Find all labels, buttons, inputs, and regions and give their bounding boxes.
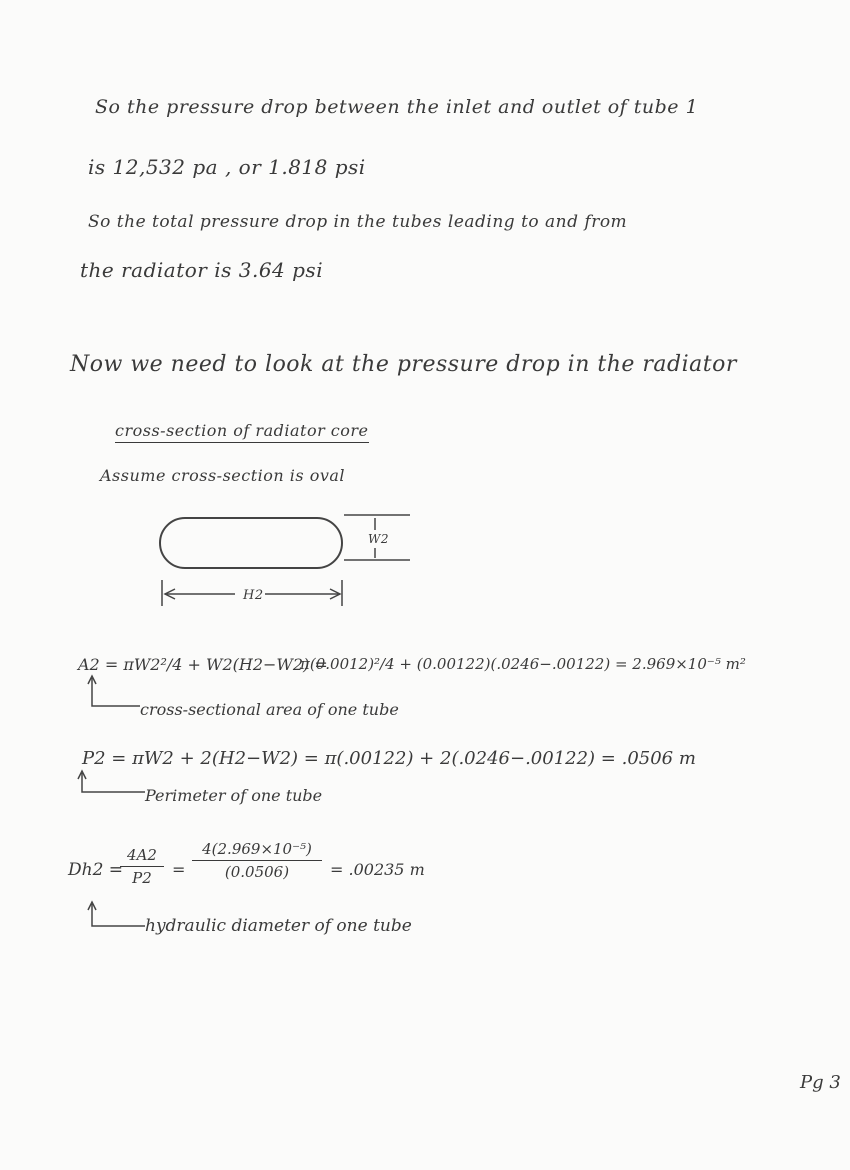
area-equation-rhs: π(0.0012)²/4 + (0.00122)(.0246−.00122) = 2.969×10⁻⁵ m² bbox=[300, 655, 746, 673]
assumption-text: Assume cross-section is oval bbox=[100, 466, 346, 485]
fraction-1-numerator: 4A2 bbox=[127, 846, 157, 864]
fraction-1-denominator: P2 bbox=[132, 869, 152, 887]
text-line-5: Now we need to look at the pressure drop in the radiator bbox=[70, 352, 737, 377]
diameter-result: = .00235 m bbox=[330, 860, 425, 879]
height-label: H2 bbox=[243, 588, 264, 603]
equals-sign: = bbox=[172, 860, 186, 879]
diameter-note: hydraulic diameter of one tube bbox=[145, 916, 412, 936]
diameter-lhs: Dh2 = bbox=[68, 860, 124, 880]
area-note: cross-sectional area of one tube bbox=[140, 700, 399, 719]
text-line-3: So the total pressure drop in the tubes leading to and from bbox=[88, 212, 628, 232]
fraction-2-numerator: 4(2.969×10⁻⁵) bbox=[202, 840, 312, 858]
diameter-fraction-1 bbox=[120, 846, 164, 887]
text-line-1: So the pressure drop between the inlet and outlet of tube 1 bbox=[95, 96, 699, 118]
perimeter-equation: P2 = πW2 + 2(H2−W2) = π(.00122) + 2(.0246−.00122) = .0506 m bbox=[82, 748, 696, 769]
fraction-2-denominator: (0.0506) bbox=[224, 863, 290, 881]
diameter-fraction-2 bbox=[192, 840, 322, 881]
fraction-1-bar bbox=[120, 866, 164, 867]
area-equation-lhs: A2 = πW2²/4 + W2(H2−W2) = bbox=[78, 655, 328, 674]
fraction-2-bar bbox=[192, 860, 322, 861]
section-title: cross-section of radiator core bbox=[115, 421, 369, 443]
perimeter-note: Perimeter of one tube bbox=[145, 786, 323, 805]
width-label: W2 bbox=[368, 532, 389, 546]
page-number: Pg 3 bbox=[800, 1072, 841, 1093]
text-line-4: the radiator is 3.64 psi bbox=[80, 258, 324, 282]
text-line-2: is 12,532 pa , or 1.818 psi bbox=[88, 155, 366, 179]
